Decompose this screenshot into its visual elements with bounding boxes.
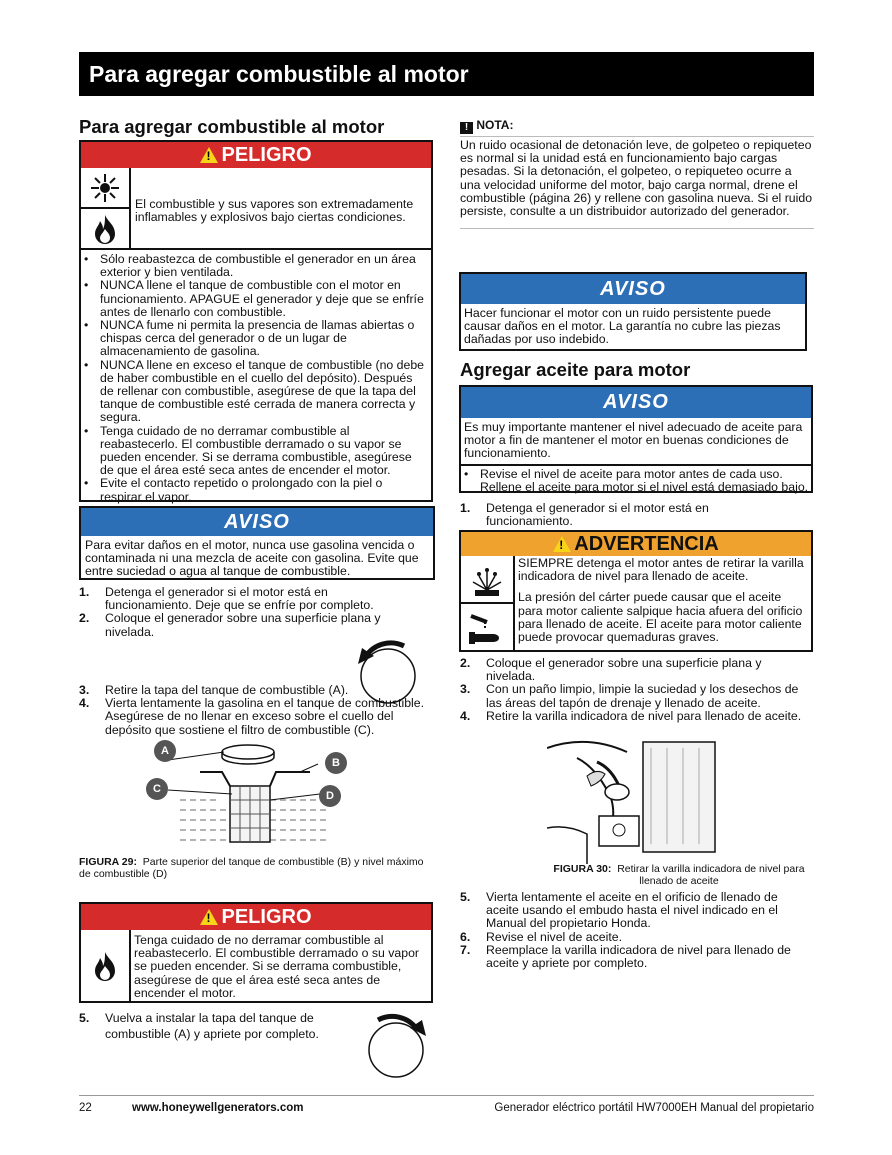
step-text: Coloque el generador sobre una superficie plana y nivelada. [486, 656, 762, 684]
step-item [79, 1010, 339, 1042]
step-number: 5. [79, 1011, 90, 1025]
danger-header-label: PELIGRO [221, 906, 312, 928]
warning-text [515, 556, 811, 650]
step-item [79, 586, 409, 612]
figure-label-b: B [325, 752, 347, 774]
notice-text: Es muy importante mantener el nivel adecuado de aceite para motor a fin de mantener el motor en buenas condiciones de funcionamiento. [461, 418, 811, 466]
page-footer [79, 1095, 814, 1114]
step-number: 2. [460, 656, 471, 670]
notice-text: Hacer funcionar el motor con un ruido persistente puede causar daños en el motor. La garantía no cubre las piezas dañadas por uso indebido. [464, 306, 781, 347]
figure-30-illustration [547, 738, 717, 869]
step-number: 6. [460, 929, 471, 944]
step-text: Retire la tapa del tanque de combustible (A). [105, 683, 349, 697]
step-item [460, 891, 812, 931]
step-text: Revise el nivel de aceite. [486, 929, 623, 944]
list-item: • Tenga cuidado de no derramar combustible al reabastecerlo. El combustible derramado o su vapor se pueden encender. Si se derrama combustible, asegúrese de que el área esté seca antes de encender el motor. [81, 425, 425, 478]
danger-text: Tenga cuidado de no derramar combustible al reabastecerlo. El combustible derramado o su vapor se pueden encender. Si se derrama combustible, asegúrese de que el área esté seca antes de encender el motor. [134, 933, 420, 1000]
warning-header [461, 532, 811, 556]
step-text: Coloque el generador sobre una superficie plana y nivelada. [105, 611, 381, 639]
cap-clockwise-icon [366, 1010, 432, 1085]
step-number: 1. [79, 585, 90, 599]
notice-box-fuel [79, 506, 435, 580]
step-text: Vierta lentamente el aceite en el orificio de llenado de aceite usando el embudo hasta el nivel indicado en el Manual del propietario Honda. [486, 890, 778, 931]
list-item: • NUNCA llene el tanque de combustible con el motor en funcionamiento. APAGUE el generador y deje que se enfríe antes de llenarlo con combustible. [81, 279, 425, 319]
warning-header-label: ADVERTENCIA [574, 533, 719, 555]
steps-list-3 [79, 1010, 339, 1042]
step-text: Vuelva a instalar la tapa del tanque de combustible (A) y apriete por completo. [105, 1011, 319, 1041]
warning-triangle-icon: ! [200, 147, 218, 163]
flame-icon [81, 930, 131, 1001]
step-text: Detenga el generador si el motor está en funcionamiento. Deje que se enfríe por completo. [105, 585, 374, 613]
steps-list-2 [79, 684, 435, 737]
notice-box-noise [459, 272, 807, 351]
step-number: 2. [79, 611, 90, 626]
warning-triangle-icon: ! [200, 909, 218, 925]
steps-list-1 [79, 586, 409, 639]
step-item [460, 502, 760, 528]
burn-hand-icon [461, 604, 513, 650]
note-header [460, 118, 814, 137]
warning-paragraph-1: SIEMPRE detenga el motor antes de retirar la varilla indicadora de nivel para llenado de aceite. [518, 556, 804, 584]
step-text: Retire la varilla indicadora de nivel para llenado de aceite. [486, 708, 802, 723]
warning-box-oil [459, 530, 813, 652]
danger-intro: El combustible y sus vapores son extremadamente inflamables y explosivos bajo ciertas condiciones. [135, 197, 414, 225]
steps-list-oil-2 [460, 657, 810, 723]
list-item: • Sólo reabastezca de combustible el generador en un área exterior y bien ventilada. [81, 253, 425, 279]
step-number: 3. [79, 683, 90, 697]
hazard-icons [461, 556, 515, 650]
step-number: 4. [79, 696, 90, 711]
figure-label-d: D [319, 785, 341, 807]
step-number: 1. [460, 501, 471, 515]
danger-header [81, 904, 431, 930]
step-item [460, 944, 812, 970]
notice-header: AVISO [81, 508, 433, 536]
caption-text: Parte superior del tanque de combustible (B) y nivel máximo de combustible (D) [79, 856, 424, 880]
page-banner: Para agregar combustible al motor [79, 52, 814, 96]
note-icon: ! [460, 122, 473, 134]
step-number: 7. [460, 942, 471, 957]
step-text: Con un paño limpio, limpie la suciedad y los desechos de las áreas del tapón de drenaje y llenado de aceite. [486, 682, 799, 710]
step-text: Detenga el generador si el motor está en funcionamiento. [486, 501, 709, 529]
danger-box-spill [79, 902, 433, 1003]
footer-url[interactable]: www.honeywellgenerators.com [132, 1102, 304, 1114]
step-text: Reemplace la varilla indicadora de nivel para llenado de aceite y apriete por completo. [486, 942, 791, 971]
caption-label: FIGURA 29: [79, 856, 137, 868]
figure-30-caption [460, 864, 814, 887]
warning-paragraph-2: La presión del cárter puede causar que el aceite para motor caliente salpique hacia afuera del orificio para llenado de aceite. El aceite para motor caliente puede provocar quemaduras graves. [518, 590, 803, 645]
steps-list-oil-3 [460, 891, 812, 970]
step-item [79, 697, 435, 737]
explosion-icon [81, 168, 129, 209]
footer-manual-title: Generador eléctrico portátil HW7000EH Manual del propietario [494, 1102, 814, 1114]
section-heading-oil: Agregar aceite para motor [460, 359, 691, 380]
steps-list-oil-1 [460, 502, 760, 528]
note-label: NOTA: [476, 118, 514, 132]
list-item: • Evite el contacto repetido o prolongado con la piel o respirar el vapor. [81, 477, 425, 503]
hazard-icons [81, 168, 131, 248]
step-item [79, 612, 409, 638]
step-item [460, 710, 810, 723]
figure-label-c: C [146, 778, 168, 800]
caption-text: Retirar la varilla indicadora de nivel para llenado de aceite [617, 863, 805, 887]
danger-bullet-list [81, 250, 431, 504]
danger-box-fuel [79, 140, 433, 502]
danger-header [81, 142, 431, 168]
section-heading: Para agregar combustible al motor [79, 116, 385, 137]
notice-header: AVISO [461, 274, 805, 304]
list-item: • NUNCA llene en exceso el tanque de combustible (no debe de haber combustible en el cuello del depósito). Después de rellenar con combustible, asegúrese de que la tapa del tanque de combustible esté cerrada de manera correcta y segura. [81, 359, 425, 425]
caption-label: FIGURA 30: [553, 863, 612, 875]
notice-header: AVISO [461, 387, 811, 418]
step-number: 3. [460, 682, 471, 697]
notice-box-oil [459, 385, 813, 493]
step-number: 4. [460, 708, 471, 723]
note-box [460, 118, 814, 229]
step-text: Vierta lentamente la gasolina en el tanque de combustible. Asegúrese de no llenar en exceso sobre el cuello del depósito que sostiene el filtro de combustible (C). [105, 696, 425, 737]
figure-29-caption [79, 857, 435, 880]
page-number: 22 [79, 1102, 92, 1114]
danger-header-label: PELIGRO [221, 144, 312, 166]
figure-label-a: A [154, 740, 176, 762]
list-item: • NUNCA fume ni permita la presencia de llamas abiertas o chispas cerca del generador o de un lugar de almacenamiento de gasolina. [81, 319, 425, 359]
step-item [460, 683, 810, 709]
step-number: 5. [460, 890, 471, 904]
warning-triangle-icon: ! [553, 536, 571, 552]
notice-bullet-list [461, 466, 811, 494]
note-text: Un ruido ocasional de detonación leve, de golpeteo o repiqueteo es normal si la unidad está en funcionamiento bajo cargas pesadas. Si la detonación, el golpeteo, o repiqueteo ocurre a una velocidad uniforme del motor, bajo carga normal, drene el combustible (página 26) y rellene con gasolina nueva. Si el ruido persiste, consulte a un distribuidor autorizado del generador. [460, 138, 813, 219]
notice-text: Para evitar daños en el motor, nunca use gasolina vencida o contaminada ni una mezcla de aceite con gasolina. Evite que entre suciedad o agua al tanque de combustible. [85, 538, 419, 579]
flame-icon [81, 209, 129, 248]
list-item: • Revise el nivel de aceite para motor antes de cada uso. Rellene el aceite para motor si el nivel está demasiado bajo. [461, 468, 809, 494]
step-item [460, 657, 810, 683]
hot-splash-icon [461, 556, 513, 604]
